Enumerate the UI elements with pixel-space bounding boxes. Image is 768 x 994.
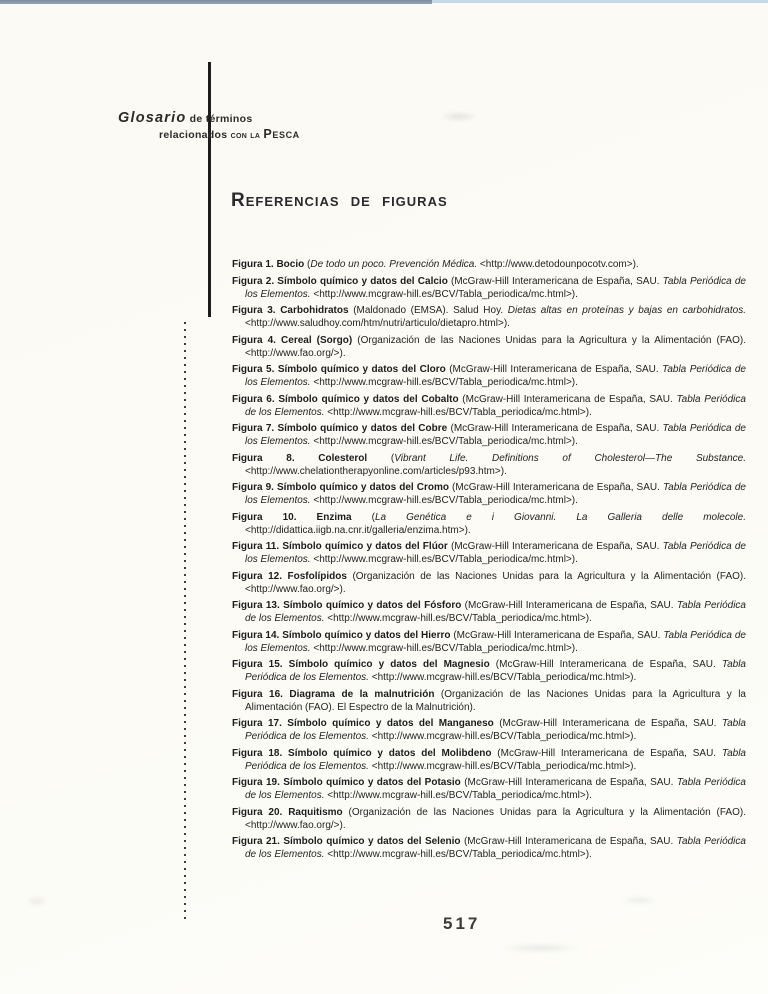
reference-segment: Figura 15. Símbolo químico y datos del Magnesio [232, 659, 496, 670]
reference-entry [232, 540, 746, 566]
running-head-de-terminos: de términos [186, 113, 253, 125]
reference-entry [232, 835, 746, 861]
reference-segment: (McGraw-Hill Interamericana de España, SAU. [463, 836, 677, 847]
reference-entry [232, 717, 746, 743]
reference-entry [232, 481, 746, 507]
reference-segment: (McGraw-Hill Interamericana de España, SAU. [495, 659, 722, 670]
reference-segment: Figura 20. Raquitismo [232, 806, 349, 818]
reference-segment: Tabla Periódica de los Elementos. [245, 364, 746, 388]
reference-segment: <http://www.saludhoy.com/htm/nutri/articulo/dietapro.html>). [245, 318, 510, 329]
reference-segment: Tabla Periódica de los Elementos. [245, 423, 746, 447]
reference-segment: <http://www.mcgraw-hill.es/BCV/Tabla_periodica/mc.html>). [313, 554, 578, 565]
reference-segment: <http://www.mcgraw-hill.es/BCV/Tabla_periodica/mc.html>). [313, 436, 578, 447]
references-list [232, 258, 746, 865]
reference-segment: Tabla Periódica de los Elementos. [245, 482, 746, 506]
reference-entry [232, 570, 746, 596]
reference-segment: <http://www.mcgraw-hill.es/BCV/Tabla_periodica/mc.html>). [313, 377, 578, 388]
reference-segment: <http://www.mcgraw-hill.es/BCV/Tabla_periodica/mc.html>). [371, 672, 637, 683]
reference-entry [232, 363, 746, 389]
reference-segment: <http://www.mcgraw-hill.es/BCV/Tabla_periodica/mc.html>). [327, 613, 592, 624]
reference-segment: (Maldonado (EMSA). Salud Hoy. [353, 305, 508, 316]
reference-segment: (Organización de las Naciones Unidas para la Agricultura y la Alimentación (FAO). El Espectro de la Malnutrición). [245, 688, 746, 713]
reference-segment: Tabla Periódica de los Elementos. [245, 541, 746, 565]
reference-segment: Tabla Periódica de los Elementos. [245, 275, 746, 300]
reference-segment: Tabla Periódica de los Elementos. [245, 600, 746, 624]
reference-entry [232, 629, 746, 655]
reference-segment: Figura 9. Símbolo químico y datos del Cromo [232, 482, 453, 493]
reference-segment: La Genética e i Giovanni. La Galleria delle molecole. [374, 511, 746, 523]
reference-segment: (McGraw-Hill Interamericana de España, SAU. [449, 364, 663, 375]
reference-segment: <http://www.mcgraw-hill.es/BCV/Tabla_periodica/mc.html>). [371, 731, 637, 742]
reference-segment: De todo un poco. Prevención Médica. [310, 259, 480, 270]
reference-segment: <http://www.mcgraw-hill.es/BCV/Tabla_periodica/mc.html>). [327, 790, 592, 801]
reference-segment: ( [390, 452, 395, 464]
reference-entry [232, 747, 746, 773]
reference-entry [232, 452, 746, 478]
reference-segment: Figura 5. Símbolo químico y datos del Cloro [232, 364, 450, 375]
running-head-glosario: Glosario [118, 110, 187, 126]
reference-segment: Figura 13. Símbolo químico y datos del Fósforo [232, 600, 465, 611]
running-head-con-la: con la [230, 129, 264, 141]
reference-segment: (McGraw-Hill Interamericana de España, SAU. [462, 393, 677, 405]
reference-segment: Figura 1. Bocio [232, 259, 308, 270]
reference-segment: Figura 11. Símbolo químico y datos del Flúor [232, 541, 452, 552]
page-number: 517 [443, 914, 481, 933]
reference-segment: (McGraw-Hill Interamericana de España, SAU. [464, 777, 677, 788]
reference-segment: Tabla Periódica de los Elementos. [245, 836, 746, 860]
reference-segment: (McGraw-Hill Interamericana de España, SAU. [452, 482, 663, 493]
reference-entry [232, 658, 746, 684]
reference-segment: (McGraw-Hill Interamericana de España, SAU. [464, 600, 677, 611]
reference-segment: (Organización de las Naciones Unidas para la Agricultura y la Alimentación (FAO). <http://www.fao.org/>). [245, 570, 746, 595]
reference-segment: <http://www.mcgraw-hill.es/BCV/Tabla_periodica/mc.html>). [371, 760, 637, 772]
reference-entry [232, 275, 746, 301]
reference-segment: Figura 8. Colesterol [232, 452, 391, 464]
dotted-vertical-rule [184, 322, 186, 920]
running-head-line2 [118, 127, 300, 142]
running-head [118, 111, 300, 142]
reference-entry [232, 393, 746, 419]
running-head-pesca: Pesca [263, 127, 300, 141]
scan-smudge [498, 944, 584, 952]
reference-segment: Figura 7. Símbolo químico y datos del Cobre [232, 423, 451, 434]
reference-segment: <http://www.detodounpocotv.com>). [479, 259, 639, 270]
section-title: Referencias de figuras [231, 190, 448, 211]
reference-segment: <http://didattica.iigb.na.cnr.it/galleria/enzima.htm>). [245, 524, 471, 536]
reference-segment: (McGraw-Hill Interamericana de España, SAU. [451, 541, 663, 552]
reference-segment: <http://www.mcgraw-hill.es/BCV/Tabla_periodica/mc.html>). [313, 288, 578, 300]
reference-segment: Figura 14. Símbolo químico y datos del Hierro [232, 629, 454, 641]
reference-segment: (Organización de las Naciones Unidas para la Agricultura y la Alimentación (FAO). <http://www.fao.org/>). [245, 334, 746, 359]
reference-segment: Figura 21. Símbolo químico y datos del Selenio [232, 836, 464, 847]
reference-segment: ( [307, 259, 311, 270]
reference-segment: <http://www.mcgraw-hill.es/BCV/Tabla_periodica/mc.html>). [313, 495, 578, 506]
scan-smudge [618, 896, 660, 905]
reference-segment: Figura 4. Cereal (Sorgo) [232, 334, 358, 346]
reference-segment: Tabla Periódica de los Elementos. [245, 629, 746, 654]
reference-segment: <http://www.mcgraw-hill.es/BCV/Tabla_periodica/mc.html>). [327, 849, 592, 860]
reference-segment: <http://www.chelationtherapyonline.com/articles/p93.htm>). [245, 465, 507, 477]
reference-entry [232, 334, 746, 360]
running-head-line1 [118, 111, 300, 126]
reference-entry [232, 776, 746, 802]
reference-segment: Figura 12. Fosfolípidos [232, 570, 353, 582]
reference-segment: <http://www.mcgraw-hill.es/BCV/Tabla_periodica/mc.html>). [327, 406, 592, 418]
vertical-rule [208, 62, 211, 317]
reference-segment: Figura 16. Diagrama de la malnutrición [232, 688, 441, 700]
reference-segment: ( [371, 511, 375, 523]
top-scan-rule-light [432, 0, 768, 3]
reference-segment: Figura 3. Carbohidratos [232, 305, 354, 316]
reference-segment: Tabla Periódica de los Elementos. [245, 718, 746, 742]
running-head-relacionados: relacionados [159, 129, 231, 141]
reference-segment: Tabla Periódica de los Elementos. [245, 747, 746, 772]
reference-segment: (McGraw-Hill Interamericana de España, SAU. [499, 718, 722, 729]
reference-segment: Figura 17. Símbolo químico y datos del Manganeso [232, 718, 500, 729]
reference-segment: <http://www.mcgraw-hill.es/BCV/Tabla_periodica/mc.html>). [313, 642, 578, 654]
reference-segment: Tabla Periódica de los Elementos. [245, 777, 746, 801]
reference-entry [232, 806, 746, 832]
reference-segment: Figura 6. Símbolo químico y datos del Cobalto [232, 393, 463, 405]
reference-segment: (Organización de las Naciones Unidas para la Agricultura y la Alimentación (FAO). <http://www.fao.org/>). [245, 806, 746, 831]
reference-segment: Vibrant Life. Definitions of Cholesterol—The Substance. [394, 452, 746, 464]
reference-segment: (McGraw-Hill Interamericana de España, SAU. [453, 629, 664, 641]
reference-entry [232, 511, 746, 537]
reference-segment: Figura 10. Enzima [232, 511, 372, 523]
reference-segment: Figura 18. Símbolo químico y datos del Molibdeno [232, 747, 498, 759]
top-scan-rule-dark [0, 0, 432, 4]
scan-smudge [26, 896, 48, 906]
reference-entry [232, 422, 746, 448]
scan-smudge [440, 112, 478, 121]
reference-entry [232, 258, 746, 271]
reference-entry [232, 304, 746, 330]
reference-segment: Tabla Periódica de los Elementos. [245, 393, 746, 418]
reference-segment: (McGraw-Hill Interamericana de España, SAU. [451, 275, 663, 287]
reference-segment: (McGraw-Hill Interamericana de España, SAU. [450, 423, 663, 434]
reference-entry [232, 599, 746, 625]
reference-segment: (McGraw-Hill Interamericana de España, SAU. [497, 747, 722, 759]
reference-segment: Tabla Periódica de los Elementos. [245, 659, 746, 683]
reference-segment: Figura 2. Símbolo químico y datos del Calcio [232, 275, 452, 287]
reference-segment: Dietas altas en proteínas y bajas en carbohidratos. [507, 305, 746, 316]
reference-entry [232, 688, 746, 714]
reference-segment: Figura 19. Símbolo químico y datos del Potasio [232, 777, 465, 788]
